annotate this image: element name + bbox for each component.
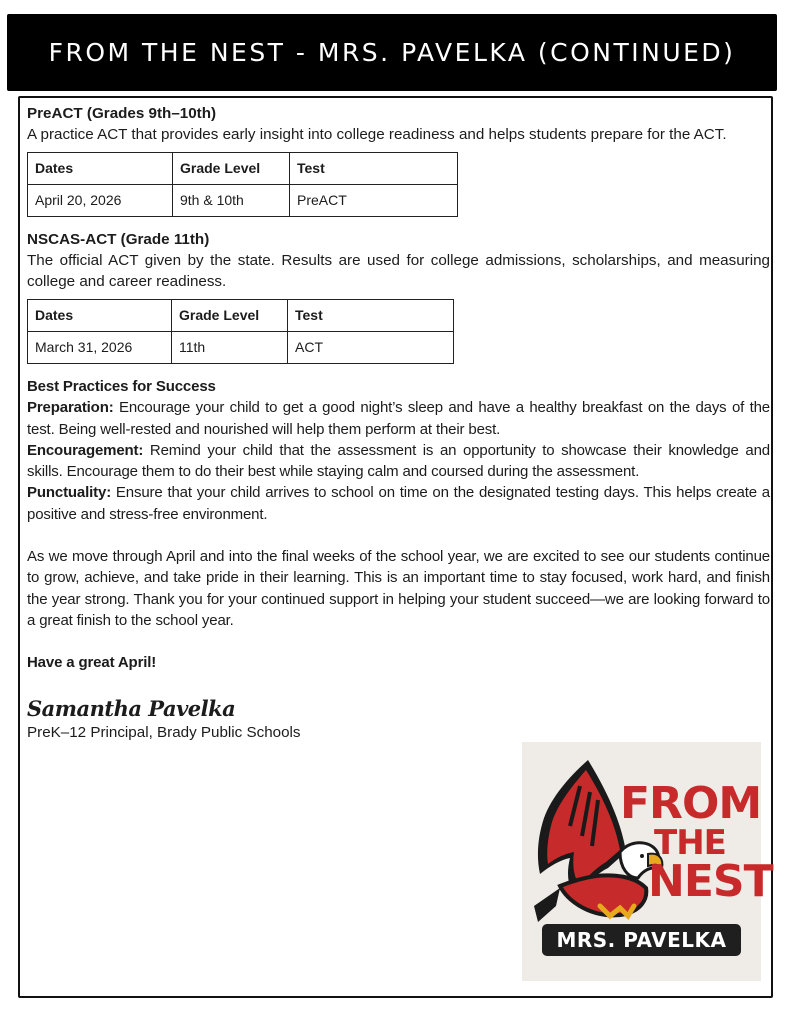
table-header-row xyxy=(28,300,454,332)
table-cell: March 31, 2026 xyxy=(28,332,172,364)
closing-paragraph: As we move through April and into the final weeks of the school year, we are excited to see our students continue to grow, achieve, and take pride in their learning. This is an important time to stay focused, work hard, and finish the year strong. Thank you for your continued support in helping your student succeed—we are looking forward to a great finish to the school year. xyxy=(27,548,770,629)
table-cell: 9th & 10th xyxy=(173,185,290,217)
best-practice-label: Encouragement: xyxy=(27,441,144,459)
nscas-description: The official ACT given by the state. Results are used for college admissions, scholarships, and measuring college and career readiness. xyxy=(27,252,770,290)
logo-word-from: FROM xyxy=(620,778,762,829)
column-header: Dates xyxy=(28,153,173,185)
best-practice-text: Encourage your child to get a good night’s sleep and have a healthy breakfast on the days of the test. Being well-rested and nourished will help them perform at their best. xyxy=(27,399,770,438)
best-practice-text: Remind your child that the assessment is an opportunity to showcase their knowledge and skills. Encourage them to do their best while staying calm and coursed during the assessment. xyxy=(27,441,770,481)
column-header: Dates xyxy=(28,300,172,332)
table-cell: 11th xyxy=(172,332,288,364)
from-the-nest-logo xyxy=(522,742,773,981)
logo-word-nest: NEST xyxy=(648,856,773,907)
table-cell: ACT xyxy=(288,332,454,364)
logo-word-the: THE xyxy=(654,823,726,863)
column-header: Grade Level xyxy=(172,300,288,332)
preact-table xyxy=(27,152,458,217)
signature: Samantha Pavelka xyxy=(27,695,236,721)
best-practice-label: Preparation: xyxy=(27,399,114,417)
best-practice-item xyxy=(27,482,770,525)
nscas-table xyxy=(27,299,454,364)
table-cell: PreACT xyxy=(290,185,458,217)
logo-name-pill: MRS. PAVELKA xyxy=(542,924,741,956)
preact-heading: PreACT (Grades 9th–10th) xyxy=(27,105,217,122)
sign-off: Have a great April! xyxy=(27,654,157,672)
best-practice-item xyxy=(27,397,770,440)
best-practices-heading: Best Practices for Success xyxy=(27,378,216,395)
column-header: Grade Level xyxy=(173,153,290,185)
best-practice-text: Ensure that your child arrives to school on time on the designated testing days. This helps create a positive and stress-free environment. xyxy=(27,484,770,523)
table-header-row xyxy=(28,153,458,185)
header-banner xyxy=(7,14,777,91)
best-practice-item xyxy=(27,440,770,483)
signer-title: PreK–12 Principal, Brady Public Schools xyxy=(27,723,301,741)
preact-description: A practice ACT that provides early insight into college readiness and helps students prepare for the ACT. xyxy=(27,126,727,143)
best-practice-label: Punctuality: xyxy=(27,484,112,502)
table-cell: April 20, 2026 xyxy=(28,185,173,217)
column-header: Test xyxy=(290,153,458,185)
column-header: Test xyxy=(288,300,454,332)
nscas-heading: NSCAS-ACT (Grade 11th) xyxy=(27,231,210,248)
newsletter-body xyxy=(27,103,770,743)
page-title: FROM THE NEST - MRS. PAVELKA (CONTINUED) xyxy=(48,38,736,67)
table-row xyxy=(28,185,458,217)
table-row xyxy=(28,332,454,364)
